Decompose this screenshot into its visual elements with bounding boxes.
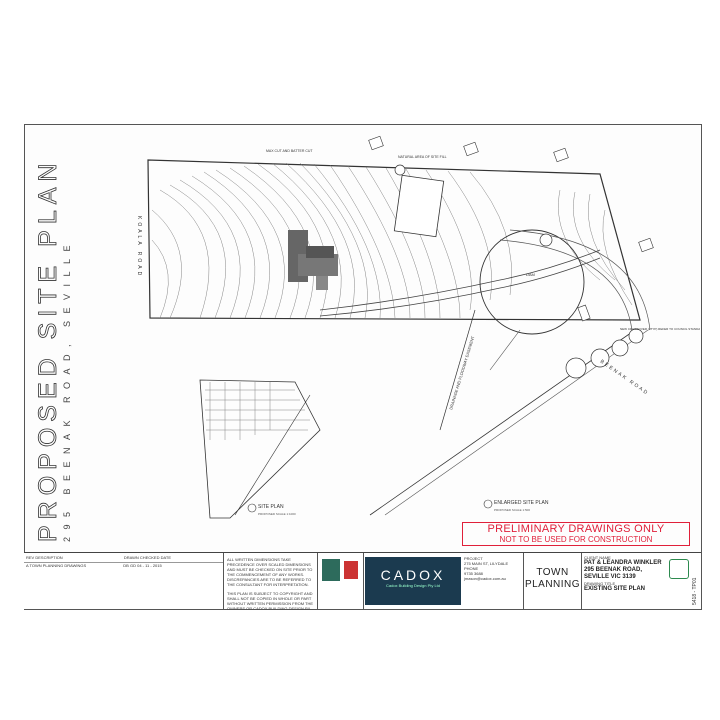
drawing-title: EXISTING SITE PLAN [584,586,646,592]
drainage-easement-label: DRAINAGE AND FLOODWAY EASEMENT [448,335,476,411]
revision-table: REV DESCRIPTION DRAWN CHECKED DATE A TOWN PLANNING DRAWINGS DB GD 04 - 11 - 2015 [24,553,224,609]
easement-line [440,310,475,430]
natural-area-label: NATURAL AREA OF SITE FILL [398,155,447,159]
sheet-address: 295 BEENAK ROAD, SEVILLE [62,237,72,542]
sheet-title-block [26,130,76,550]
site-plan-drawing [80,130,700,550]
drawing-stage: TOWN PLANNING [524,553,582,609]
house-footprint [288,230,338,290]
project-address: 295 BEENAK ROAD, [584,567,643,573]
title-block [24,552,701,609]
accreditation-logos [318,553,364,609]
sheet-number-cell [688,553,700,609]
drawing-notes: ALL WRITTEN DIMENSIONS TAKE PRECEDENCE OVER SCALED DIMENSIONS AND MUST BE CHECKED ON SITE PRIOR TO THE COMMENCEMENT OF ANY WORKS. DISCREPANCIES ARE TO BE REFERRED TO THE CONSULTANT FOR INTERPRETATION. [227,557,313,587]
project-suburb: SEVILLE VIC 3139 [584,574,636,580]
sheet-title: PROPOSED SITE PLAN [34,157,62,542]
green-logo-icon [669,559,689,579]
sheet-number: 5418 - TP01 [692,577,698,605]
crossover-label: NEW CROSSOVER (2TYP) REFER TO COUNCIL STANDARDS [620,327,700,331]
stamp-line-1: PRELIMINARY DRAWINGS ONLY [487,523,665,535]
notes-cell [224,553,318,609]
dam [480,230,584,334]
contour-lines [152,163,632,318]
client-details: CLIENT NAME PAT & LEANDRA WINKLER 295 BEENAK ROAD, SEVILLE VIC 3139 DRAWING TITLE EXISTING SITE PLAN [584,555,669,609]
dam-label: DAM [526,272,535,277]
small-site-plan [200,380,320,518]
enlarged-site-plan-label: ENLARGED SITE PLAN [494,500,549,506]
site-plan-label: SITE PLAN [258,504,284,510]
koala-road-label: KOALA ROAD [136,216,142,279]
client-name: PAT & LEANDRA WINKLER [584,560,662,566]
company-details: PROJECT 275 MAIN ST, LILYDALE PHONE 9735 3688 jmason@cadox.com.au [461,553,524,609]
accreditation-logo-2 [344,561,358,579]
enlarged-site-plan-scale: PROPOSED SCALE 1:500 [494,508,531,512]
company-logo: CADOX Cadox Building Design Pty Ltd [365,557,461,605]
copyright-note: THIS PLAN IS SUBJECT TO COPYRIGHT AND SHALL NOT BE COPIED IN WHOLE OR PART WITHOUT WRITTEN PERMISSION FROM THE OWNERS OR CADOX BUILDING DESIGN P/L [227,591,314,609]
site-plan-scale: PROPOSED SCALE 1:1000 [258,512,296,516]
stamp-line-2: NOT TO BE USED FOR CONSTRUCTION [499,535,653,544]
preliminary-stamp [462,522,690,546]
shed [394,175,443,236]
accreditation-logo-1 [322,559,340,581]
cut-batter-label: MAX CUT AND BATTER CUT [266,149,313,153]
beenak-road-label: BEENAK ROAD [598,358,650,397]
